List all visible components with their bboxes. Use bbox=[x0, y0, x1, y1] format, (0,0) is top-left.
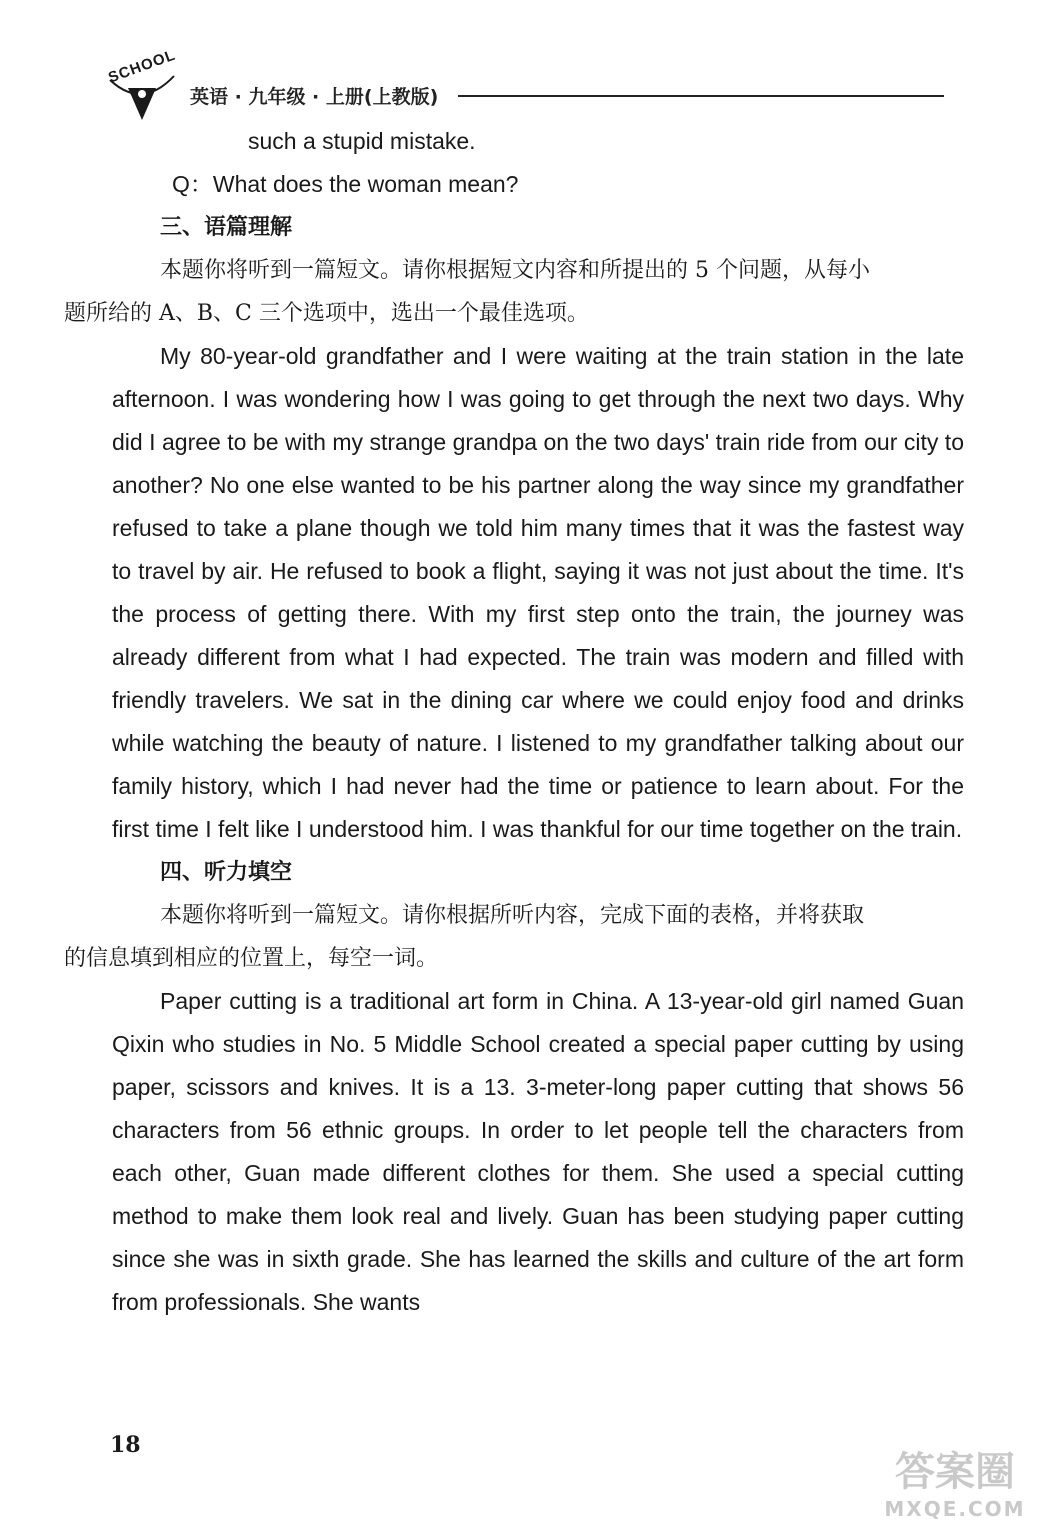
instruction-line: 题所给的 A、B、C 三个选项中，选出一个最佳选项。 bbox=[64, 301, 589, 326]
logo-text: SCHOOL bbox=[106, 46, 178, 87]
watermark bbox=[860, 1448, 1050, 1532]
header-divider bbox=[458, 95, 944, 97]
book-title: 英语 · 九年级 · 上册(上教版) bbox=[190, 86, 439, 108]
reading-passage bbox=[112, 335, 964, 851]
passage-text: Paper cutting is a traditional art form in China. A 13-year-old girl named Guan Qixin who studies in No. 5 Middle School created a special paper cutting by using paper, scissors and knives. It is a 13. 3-meter-long paper cutting that shows 56 characters from 56 ethnic groups. In order to let people tell the characters from each other, Guan made different clothes for them. She used a special cutting method to make them look real and lively. Guan has been studying paper cutting since she was in sixth grade. She has learned the skills and culture of the art form from professionals. She wants bbox=[112, 988, 964, 1315]
page-number: 18 bbox=[110, 1432, 141, 1458]
section-title-listening: 四、听力填空 bbox=[160, 860, 293, 885]
passage-text: My 80-year-old grandfather and I were waiting at the train station in the late afternoon. I was wondering how I was going to get through the next two days. Why did I agree to be with my strange grandpa on the two days' train ride from our city to another? No one else wanted to be his partner along the way since my grandfather refused to take a plane though we told him many times that it was the fastest way to travel by air. He refused to book a flight, saying it was not just about the time. It's the process of getting there. With my first step onto the train, the journey was already different from what I had expected. The train was modern and filled with friendly travelers. We sat in the dining car where we could enjoy food and drinks while watching the beauty of nature. I listened to my grandfather talking about our family history, which I had never had the time or patience to learn about. For the first time I felt like I understood him. I was thankful for our time together on the train. bbox=[112, 343, 964, 842]
section-instruction bbox=[64, 249, 964, 335]
section-instruction bbox=[64, 894, 964, 980]
page-content bbox=[64, 120, 964, 1324]
instruction-line: 的信息填到相应的位置上，每空一词。 bbox=[64, 946, 439, 971]
section-title-reading: 三、语篇理解 bbox=[160, 215, 293, 240]
question-prompt: Q：What does the woman mean? bbox=[172, 171, 519, 197]
instruction-line: 本题你将听到一篇短文。请你根据所听内容，完成下面的表格，并将获取 bbox=[160, 903, 865, 928]
instruction-line: 本题你将听到一篇短文。请你根据短文内容和所提出的 5 个问题，从每小 bbox=[160, 258, 870, 283]
page-header bbox=[0, 0, 1055, 130]
watermark-text-en: MXQE.COM bbox=[884, 1497, 1026, 1521]
watermark-text-cn: 答案圈 bbox=[895, 1449, 1015, 1495]
question-text: such a stupid mistake. bbox=[248, 128, 476, 154]
listening-passage bbox=[112, 980, 964, 1324]
